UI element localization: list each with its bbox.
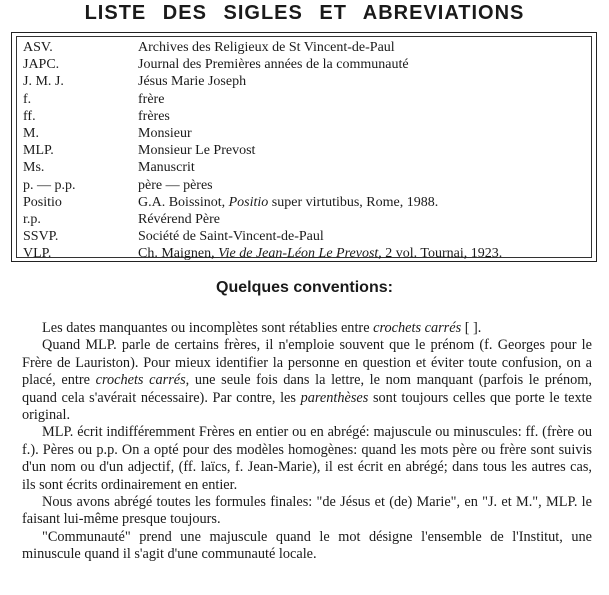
paragraph: Nous avons abrégé toutes les formules finales: "de Jésus et (de) Marie", en "J. et M.", MLP. le faisant lui-même presque toujours. (22, 494, 592, 528)
abbreviation: VLP. (23, 246, 52, 262)
abbreviation-row (23, 142, 502, 159)
paragraph-text: Les dates manquantes ou incomplètes sont rétablies entre (42, 320, 374, 336)
paragraph-italic: crochets carrés (95, 372, 186, 389)
definition-text: super virtutibus, Rome, 1988. (268, 194, 439, 210)
abbreviation: p. — p.p. (23, 177, 76, 193)
abbreviation-row (23, 228, 502, 245)
abbreviation-row (23, 125, 502, 142)
abbreviation: r.p. (23, 211, 41, 227)
abbreviation: SSVP. (23, 229, 59, 245)
definition-text: Ch. Maignen, (138, 246, 219, 262)
abbreviations-box (11, 32, 597, 262)
definition-text: G.A. Boissinot, (138, 194, 229, 210)
abbreviation-row (23, 56, 502, 73)
abbreviation-row (23, 73, 502, 90)
definition-italic: Vie de Jean-Léon Le Prevost (218, 246, 379, 262)
abbreviation: ff. (23, 108, 36, 124)
abbreviation: f. (23, 91, 32, 107)
definition-text: , 2 vol. Tournai, 1923. (378, 246, 503, 262)
abbreviation-row (23, 177, 502, 194)
abbreviation-row (23, 159, 502, 176)
definition-italic: Positio (228, 194, 269, 210)
paragraph (22, 337, 592, 424)
definition: Archives des Religieux de St Vincent-de-Paul (138, 40, 395, 55)
abbreviation-row (23, 91, 502, 108)
paragraph (22, 320, 592, 337)
abbreviation: ASV. (23, 40, 53, 55)
abbreviation-row (23, 245, 502, 262)
conventions-heading: Quelques conventions: (216, 279, 393, 296)
abbreviation: M. (23, 125, 39, 141)
abbreviation-row (23, 108, 502, 125)
definition: Monsieur Le Prevost (138, 143, 256, 159)
definition: Monsieur (138, 125, 192, 141)
definition: Manuscrit (138, 160, 195, 176)
definition (138, 245, 502, 262)
paragraph-italic: crochets carrés (373, 320, 462, 336)
definition (138, 194, 438, 211)
abbreviation: J. M. J. (23, 74, 64, 90)
abbreviation: MLP. (23, 143, 54, 159)
definition: Société de Saint-Vincent-de-Paul (138, 229, 324, 245)
definition: Journal des Premières années de la communauté (138, 57, 409, 73)
paragraph-text: [ ]. (461, 320, 482, 336)
conventions-text (22, 320, 592, 564)
paragraph-text: sont toujours celles que porte le texte original. (22, 389, 592, 424)
abbreviation: Ms. (23, 160, 45, 176)
paragraph: "Communauté" prend une majuscule quand le mot désigne l'ensemble de l'Institut, une minuscule quand il s'agit d'une communauté locale. (22, 528, 592, 563)
paragraph-text: Quand MLP. parle de certains frères, il n'emploie souvent que le prénom (f. Georges pour le Frère de Lauriston). Pour mieux identifier la personne en question et éviter toute confusion, on a placé, entre (22, 337, 592, 389)
paragraph-italic: parenthèses (300, 389, 369, 406)
page-title: LISTE DES SIGLES ET ABREVIATIONS (84, 2, 525, 24)
definition: père — pères (138, 177, 213, 193)
abbreviation-row (23, 211, 502, 228)
abbreviation: Positio (23, 194, 62, 210)
abbreviation-row (23, 194, 502, 211)
abbreviation: JAPC. (23, 57, 60, 73)
abbreviation-row (23, 39, 502, 56)
abbreviations-list (23, 39, 502, 262)
definition: frère (138, 91, 165, 107)
abbreviations-inner-frame (16, 36, 592, 262)
definition: Révérend Père (138, 211, 221, 227)
definition: Jésus Marie Joseph (138, 74, 247, 90)
paragraph-text: , une seule fois dans la lettre, le nom manquant (parfois le prénom, quand cela s'avérait nécessaire). Par contre, les (22, 372, 592, 406)
paragraph: MLP. écrit indifféremment Frères en entier ou en abrégé: majuscule ou minuscules: ff. (frère ou f.). Pères ou p.p. On a opté pour des modèles homogènes: quand les mots père ou frère sont suivis d'un nom ou d'un adjectif, (ff. laïcs, f. Jean-Marie), il est écrit en abrégé; dans tous les autres cas, ils sont écrits ordinairement en entier. (22, 424, 592, 493)
definition: frères (138, 108, 170, 124)
